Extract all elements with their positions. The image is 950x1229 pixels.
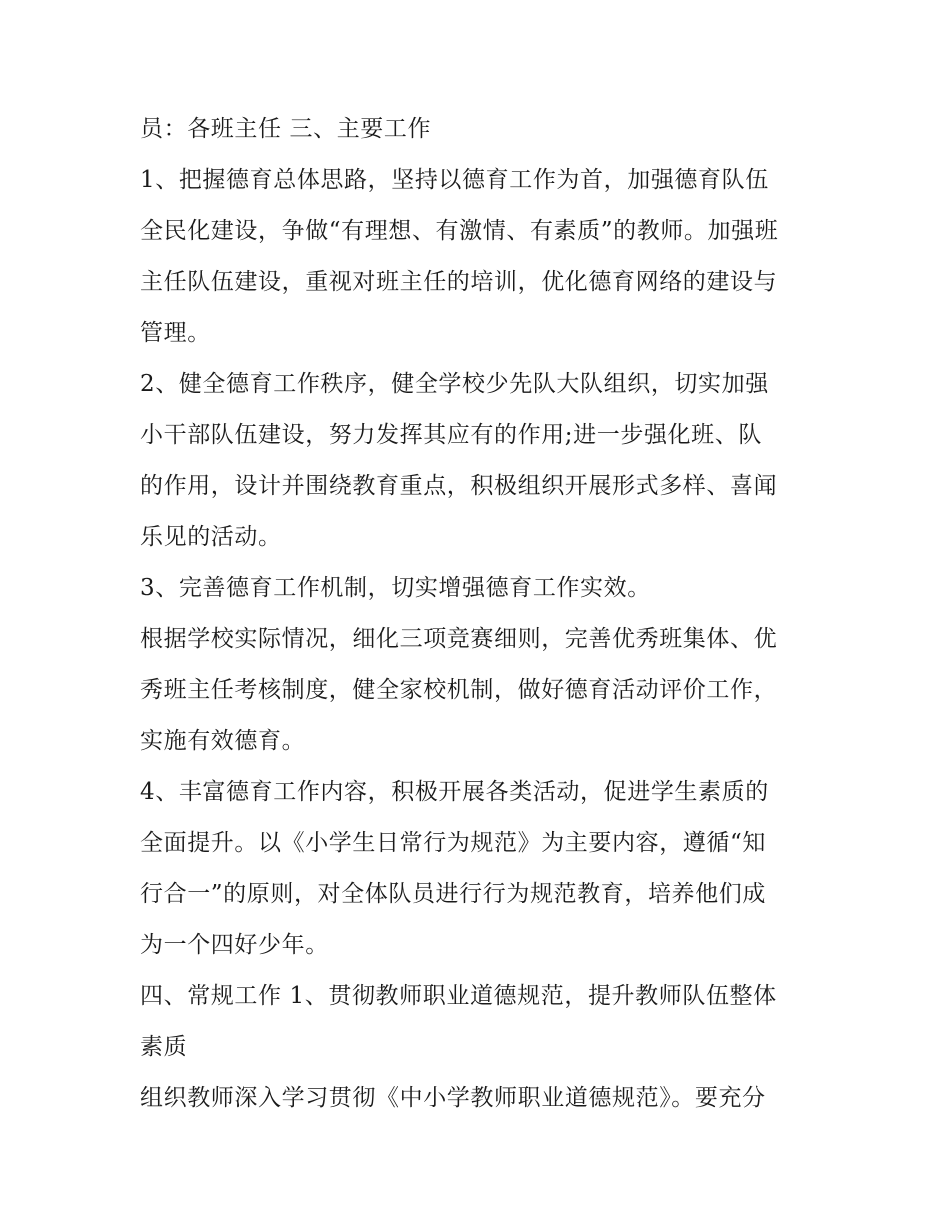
text-line: 员：各班主任 三、主要工作	[140, 116, 432, 142]
text-line: 乐见的活动。	[140, 524, 282, 550]
text-line: 组织教师深入学习贯彻《中小学教师职业道德规范》。要充分	[140, 1085, 766, 1111]
text-line: 秀班主任考核制度，健全家校机制，做好德育活动评价工作，	[140, 677, 778, 703]
text-line: 素质	[140, 1034, 188, 1060]
text-line: 主任队伍建设，重视对班主任的培训，优化德育网络的建设与	[140, 269, 778, 295]
text-line: 实施有效德育。	[140, 728, 306, 754]
text-line: 3、完善德育工作机制，切实增强德育工作实效。	[140, 575, 651, 601]
text-line: 根据学校实际情况，细化三项竞赛细则，完善优秀班集体、优	[140, 626, 778, 652]
text-line: 4、丰富德育工作内容，积极开展各类活动，促进学生素质的	[140, 779, 769, 805]
text-line: 全面提升。以《小学生日常行为规范》为主要内容，遵循“知	[140, 830, 766, 856]
text-line: 管理。	[140, 320, 211, 346]
text-line: 1、把握德育总体思路，坚持以德育工作为首，加强德育队伍	[140, 167, 769, 193]
text-line: 行合一”的原则，对全体队员进行行为规范教育，培养他们成	[140, 881, 766, 907]
text-line: 为一个四好少年。	[140, 932, 329, 958]
text-line: 全民化建设，争做“有理想、有激情、有素质”的教师。加强班	[140, 218, 779, 244]
text-line: 的作用，设计并围绕教育重点，积极组织开展形式多样、喜闻	[140, 473, 778, 499]
text-line: 小干部队伍建设，努力发挥其应有的作用;进一步强化班、队	[140, 422, 762, 448]
text-line: 2、健全德育工作秩序，健全学校少先队大队组织，切实加强	[140, 371, 769, 397]
text-line: 四、常规工作 1、贯彻教师职业道德规范，提升教师队伍整体	[140, 983, 777, 1009]
